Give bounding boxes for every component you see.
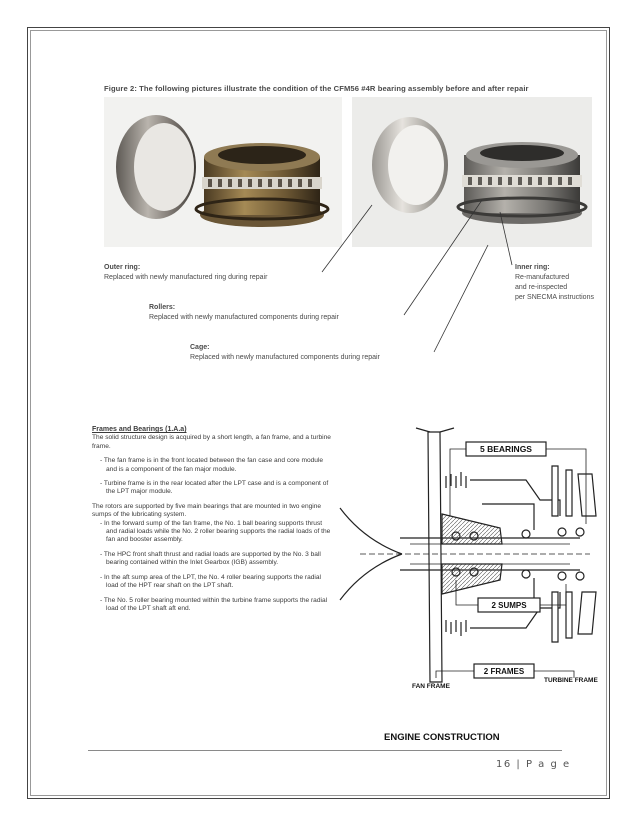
cage-callout xyxy=(190,343,380,363)
outer-ring-callout xyxy=(104,263,267,283)
section-intro: The solid structure design is acquired by a short length, a fan frame, and a turbine frame. xyxy=(92,434,331,450)
rollers-text: Replaced with newly manufactured components during repair xyxy=(149,314,339,321)
inner-ring-title: Inner ring: xyxy=(515,264,550,271)
fan-frame-label: FAN FRAME xyxy=(412,683,450,690)
page-number: 16 | P a g e xyxy=(496,759,571,770)
cage-title: Cage: xyxy=(190,344,210,351)
footer-divider xyxy=(88,750,562,751)
outer-ring-title: Outer ring: xyxy=(104,264,141,271)
engine-construction-diagram xyxy=(330,420,610,750)
rollers-title: Rollers: xyxy=(149,304,176,311)
inner-ring-line-3: per SNECMA instructions xyxy=(515,294,594,301)
frames-and-bearings-section xyxy=(92,426,332,619)
rollers-callout xyxy=(149,303,339,323)
bearings-label: 5 BEARINGS xyxy=(480,444,532,454)
frames-label: 2 FRAMES xyxy=(483,667,525,676)
outer-ring-text: Replaced with newly manufactured ring during repair xyxy=(104,274,268,281)
rotors-intro: The rotors are supported by five main bearings that are mounted in two engine sumps of the lubricating system. xyxy=(92,502,322,519)
inner-ring-callout xyxy=(515,263,594,303)
cage-text: Replaced with newly manufactured components during repair xyxy=(190,354,380,361)
frame-list xyxy=(92,457,332,497)
inner-ring-line-1: Re-manufactured xyxy=(515,274,570,281)
list-item: - The No. 5 roller bearing mounted within the turbine frame supports the radial load of the LPT shaft aft end. xyxy=(100,596,328,612)
list-item: - In the forward sump of the fan frame, the No. 1 ball bearing supports thrust and radial loads while the No. 2 roller bearing supports the radial loads of the fan and booster assembly. xyxy=(100,519,331,544)
turbine-frame-label: TURBINE FRAME xyxy=(544,677,598,684)
list-item: - The fan frame is in the front located between the fan case and core module and is a component of the fan major module. xyxy=(100,457,324,473)
bearing-list xyxy=(92,520,332,614)
list-item: - The HPC front shaft thrust and radial loads are supported by the No. 3 ball bearing contained within the Inlet Gearbox (IGB) assembly. xyxy=(100,550,321,567)
list-item: - Turbine frame is in the rear located after the LPT case and is a component of the LPT major module. xyxy=(100,480,329,496)
sumps-label: 2 SUMPS xyxy=(491,601,527,610)
section-title: Frames and Bearings (1.A.a) xyxy=(92,426,187,433)
list-item: - In the aft sump area of the LPT, the No. 4 roller bearing supports the radial load of the HPT rear shaft on the LPT shaft. xyxy=(100,573,322,590)
diagram-title: ENGINE CONSTRUCTION xyxy=(384,732,500,743)
figure-caption: Figure 2: The following pictures illustrate the condition of the CFM56 #4R bearing assembly before and after repair xyxy=(104,84,529,93)
inner-ring-line-2: and re-inspected xyxy=(515,284,568,291)
